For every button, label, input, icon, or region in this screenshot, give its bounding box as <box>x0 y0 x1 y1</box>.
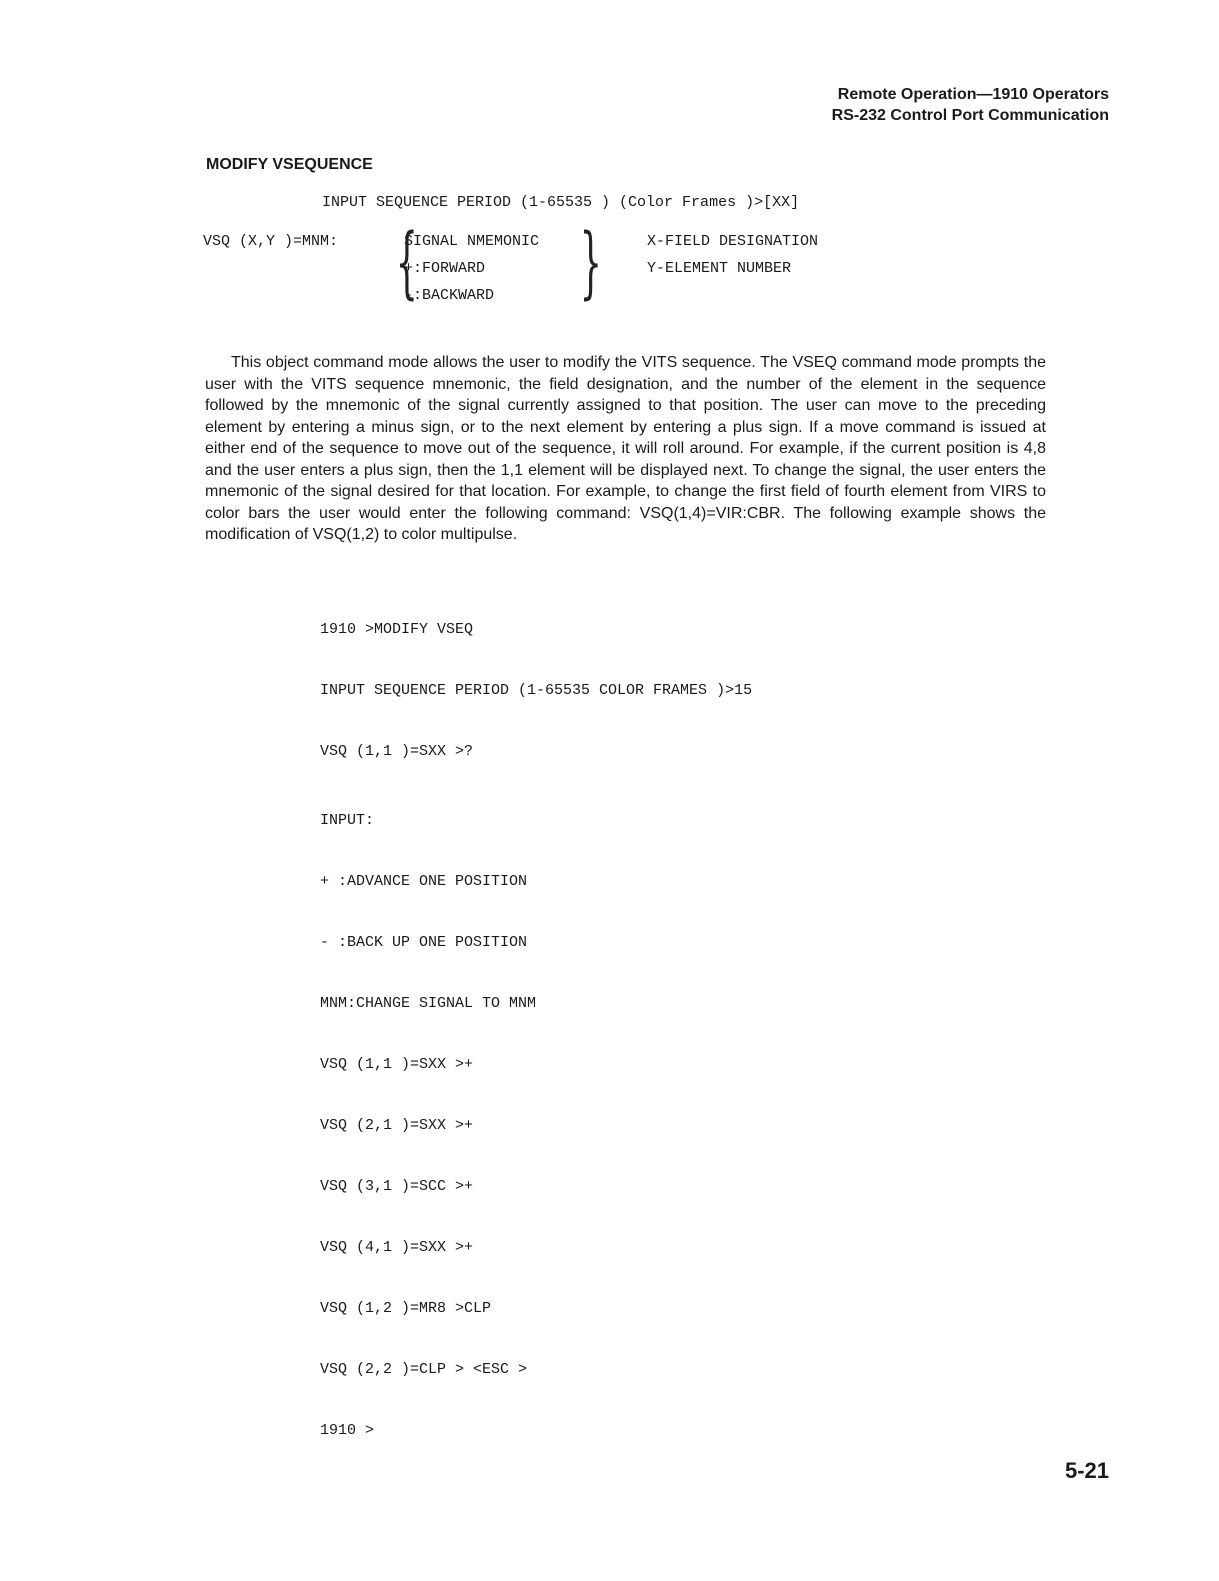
example-listing <box>320 582 752 1461</box>
page-number: 5-21 <box>1064 1458 1109 1483</box>
example-line: VSQ (3,1 )=SCC >+ <box>320 1178 474 1195</box>
syntax-vsq-label: VSQ (X,Y )=MNM: <box>203 233 339 250</box>
example-line: INPUT SEQUENCE PERIOD (1-65535 COLOR FRAMES )>15 <box>320 682 753 699</box>
syntax-option-forward: +:FORWARD <box>404 260 486 277</box>
example-line: VSQ (2,1 )=SXX >+ <box>320 1117 474 1134</box>
example-line: VSQ (2,2 )=CLP > <ESC > <box>320 1361 528 1378</box>
syntax-description-x: X-FIELD DESIGNATION <box>647 233 819 250</box>
page-header <box>832 84 1109 126</box>
right-brace: } <box>579 218 602 308</box>
example-line: VSQ (1,2 )=MR8 >CLP <box>320 1300 492 1317</box>
example-line: MNM:CHANGE SIGNAL TO MNM <box>320 995 537 1012</box>
syntax-option-backward: -:BACKWARD <box>404 287 495 304</box>
left-brace: { <box>395 218 418 308</box>
example-line: - :BACK UP ONE POSITION <box>320 934 528 951</box>
header-line-1: Remote Operation—1910 Operators <box>837 86 1109 103</box>
section-title: MODIFY VSEQUENCE <box>206 156 373 173</box>
syntax-description-y: Y-ELEMENT NUMBER <box>647 260 792 277</box>
syntax-option-signal-mnemonic: SIGNAL NMEMONIC <box>404 233 540 250</box>
syntax-prompt: INPUT SEQUENCE PERIOD (1-65535 ) (Color Frames )>[XX] <box>322 194 800 211</box>
body-paragraph: This object command mode allows the user to modify the VITS sequence. The VSEQ command mode prompts the user with the VITS sequence mnemonic, the field designation, and the number of the element in the sequence followed by the mnemonic of the signal currently assigned to that position. The user can move to the preceding element by entering a minus sign, or to the next element by entering a plus sign. If a move command is issued at either end of the sequence to move out of the sequence, it will roll around. For example, if the current position is 4,8 and the user enters a plus sign, then the 1,1 element will be displayed next. To change the signal, the user enters the mnemonic of the signal desired for that location. For example, to change the first field of fourth element from VIRS to color bars the user would enter the following command: VSQ(1,4)=VIR:CBR. The following example shows the modification of VSQ(1,2) to color multipulse. <box>205 354 1046 543</box>
example-line: VSQ (1,1 )=SXX >? <box>320 743 474 760</box>
example-line: 1910 > <box>320 1422 375 1439</box>
example-line: + :ADVANCE ONE POSITION <box>320 873 528 890</box>
example-line: 1910 >MODIFY VSEQ <box>320 621 474 638</box>
example-line: VSQ (1,1 )=SXX >+ <box>320 1056 474 1073</box>
example-line: INPUT: <box>320 812 375 829</box>
header-line-2: RS-232 Control Port Communication <box>831 107 1109 124</box>
example-line: VSQ (4,1 )=SXX >+ <box>320 1239 474 1256</box>
